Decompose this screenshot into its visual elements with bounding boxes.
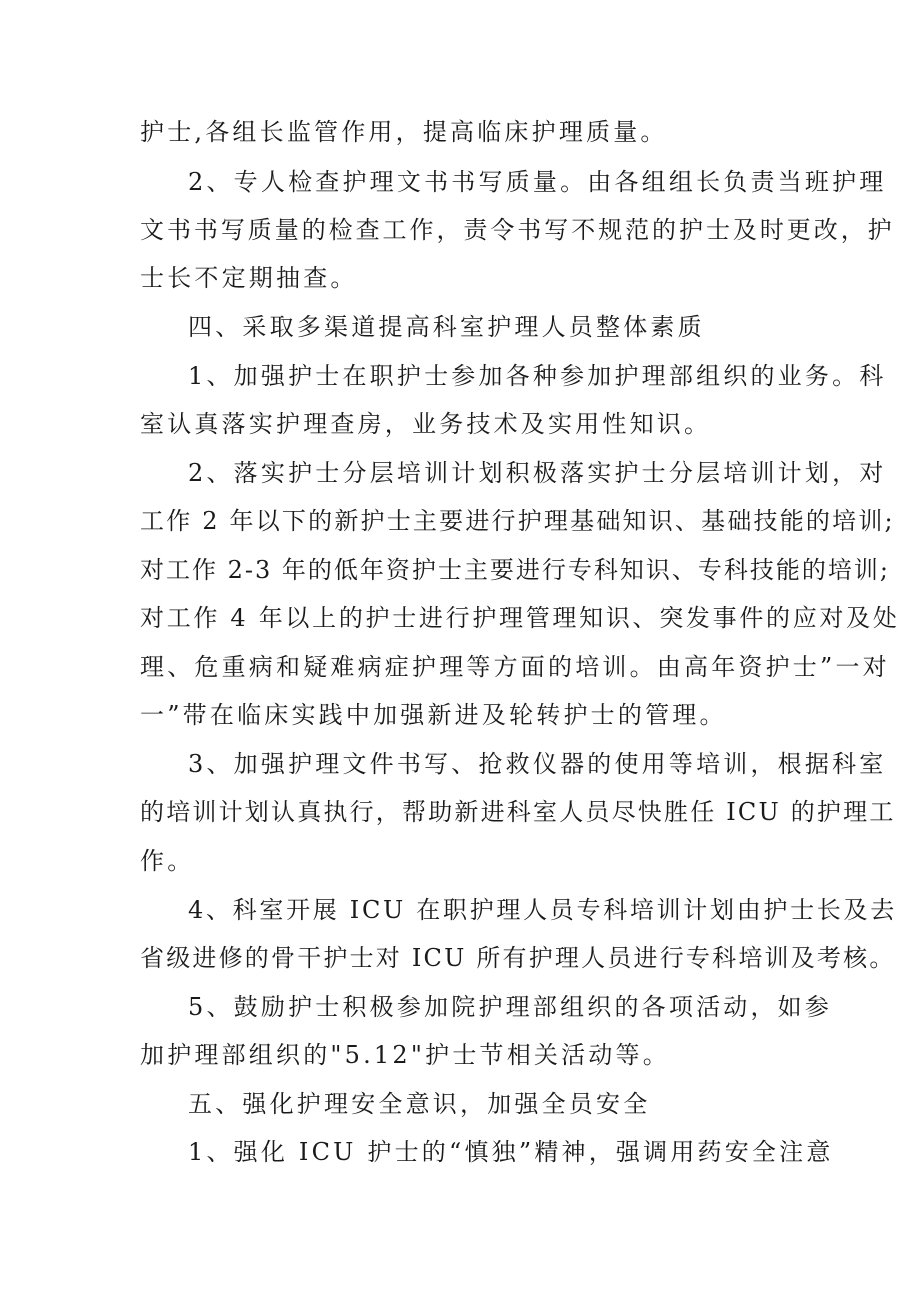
text-line: 省级进修的骨干护士对 ICU 所有护理人员进行专科培训及考核。 xyxy=(140,944,896,972)
text-line: 的培训计划认真执行，帮助新进科室人员尽快胜任 ICU 的护理工 xyxy=(140,798,896,826)
text-line: 对工作 2-3 年的低年资护士主要进行专科知识、专科技能的培训; xyxy=(140,556,890,584)
text-line: 文书书写质量的检查工作，责令书写不规范的护士及时更改，护 xyxy=(140,216,895,244)
text-line: 2、落实护士分层培训计划积极落实护士分层培训计划，对 xyxy=(188,459,887,487)
text-line: 1、强化 ICU 护士的“慎独”精神，强调用药安全注意 xyxy=(188,1138,834,1166)
text-line: 对工作 4 年以上的护士进行护理管理知识、突发事件的应对及处 xyxy=(140,604,900,632)
text-line: 加护理部组织的"5.12"护士节相关活动等。 xyxy=(140,1041,670,1069)
text-line: 2、专人检查护理文书书写质量。由各组组长负责当班护理 xyxy=(188,168,887,196)
text-line: 士长不定期抽查。 xyxy=(140,264,358,292)
section-heading: 五、强化护理安全意识，加强全员安全 xyxy=(188,1090,651,1118)
text-line: 作。 xyxy=(140,847,195,875)
text-line: 工作 2 年以下的新护士主要进行护理基础知识、基础技能的培训; xyxy=(140,507,895,535)
text-line: 4、科室开展 ICU 在职护理人员专科培训计划由护士长及去 xyxy=(188,896,897,924)
text-line: 室认真落实护理查房，业务技术及实用性知识。 xyxy=(140,410,712,438)
text-line: 3、加强护理文件书写、抢救仪器的使用等培训，根据科室 xyxy=(188,750,887,778)
text-line: 一”带在临床实践中加强新进及轮转护士的管理。 xyxy=(140,701,727,729)
text-line: 护士,各组长监管作用，提高临床护理质量。 xyxy=(140,118,668,146)
text-line: 5、鼓励护士积极参加院护理部组织的各项活动，如参 xyxy=(188,993,833,1021)
text-line: 理、危重病和疑难病症护理等方面的培训。由高年资护士”一对 xyxy=(140,653,890,681)
section-heading: 四、采取多渠道提高科室护理人员整体素质 xyxy=(188,313,705,341)
text-line: 1、加强护士在职护士参加各种参加护理部组织的业务。科 xyxy=(188,362,887,390)
